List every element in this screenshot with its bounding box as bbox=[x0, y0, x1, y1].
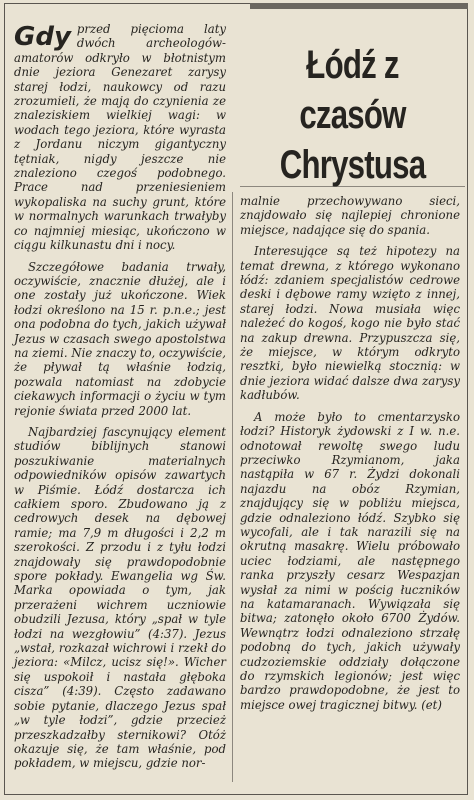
paragraph-1 bbox=[14, 22, 226, 253]
top-rule bbox=[250, 3, 468, 9]
title-line-2: Chrystusa bbox=[279, 143, 426, 187]
column-divider bbox=[232, 192, 233, 782]
paragraph-2: Szczegółowe badania trwały, oczywiście, znacznie dłużej, ale i one zostały już ukończone. Wiek łodzi określono na 15 r. p.n.e.; jest ona podobna do tych, jakich używał Jezus w czasach swego apostolstwa na ziemi. Nie znaczy to, oczywiście, że pływał tą właśnie łodzią, pozwala natomiast na zdobycie ciekawych informacji o życiu w tym rejonie świata przed 2000 lat. bbox=[14, 259, 226, 418]
paragraph-5: Interesujące są też hipotezy na temat drewna, z którego wykonano łódź: zdaniem specjalistów cedrowe deski i dębowe ramy wzięto z innej, starej łodzi. Nowa musiała więc należeć do kogoś, kogo nie było stać na zakup drewna. Przypuszcza się, że miejsce, w którym odkryto resztki, było niewielką stocznią: w dnie jeziora widać dalsze dwa zarysy kadłubów. bbox=[240, 244, 460, 403]
title-box bbox=[240, 18, 465, 187]
paragraph-1-text: przed pięcioma laty dwóch archeologów-amatorów odkryło w błotnistym dnie jeziora Genezaret zarysy starej łodzi, naukowcy od razu zrozumieli, że mają do czynienia ze znaleziskiem wielkiej wagi: w wodach tego jeziora, które wyrasta z Jordanu niczym gigantyczny tętniak, nigdy jeszcze nie znaleziono czegoś podobnego. Prace nad przeniesieniem wykopaliska na suchy grunt, które w normalnych warunkach trwałyby co najmniej miesiąc, ukończono w ciągu kilkunastu dni i nocy. bbox=[14, 22, 226, 253]
article-title bbox=[265, 18, 441, 190]
lead-word: Gdy bbox=[14, 22, 71, 52]
title-line-1: Łódź z czasów bbox=[299, 43, 406, 137]
paragraph-3: Najbardziej fascynujący element studiów biblijnych stanowi poszukiwanie materialnych odpowiedników opisów zawartych w Piśmie. Łódź dostarcza ich całkiem sporo. Zbudowano ją z cedrowych desek na dębowej ramie; ma 7,9 m długości i 2,2 m szerokości. Z przodu i z tyłu łodzi znajdowały się prawdopodobnie spore pokłady. Ewangelia wg Św. Marka opowiada o tym, jak przerażeni wichrem uczniowie obudzili Jezusa, który „spał w tyle łodzi na wezgłowiu” (4:37). Jezus „wstał, rozkazał wichrowi i rzekł do jeziora: «Milcz, ucisz się!». Wicher się uspokoił i nastała głęboka cisza” (4:39). Często zadawano sobie pytanie, dlaczego Jezus spał „w tyle łodzi”, gdzie przecież przeszkadzałby sternikowi? Otóż okazuje się, że tam właśnie, pod pokładem, w miejscu, gdzie nor- bbox=[14, 424, 226, 771]
right-column bbox=[240, 194, 460, 712]
paragraph-4: malnie przechowywano sieci, znajdowało się najlepiej chronione miejsce, nadające się do spania. bbox=[240, 194, 460, 237]
paragraph-6: A może było to cmentarzysko łodzi? Historyk żydowski z I w. n.e. odnotował rewoltę swego ludu przeciwko Rzymianom, jaka nastąpiła w 67 r. Żydzi dokonali najazdu na obóz Rzymian, znajdujący się w pobliżu miejsca, gdzie odnaleziono łódź. Szybko się wycofali, ale i tak narazili się na okrutną masakrę. Wielu próbowało uciec łodziami, ale następnego ranka przyszły cesarz Wespazjan wysłał za nimi w pościg łuczników na katamaranach. Wywiązała się bitwa; zatonęło około 6700 Żydów. Wewnątrz łodzi odnaleziono strzałę podobną do tych, jakich używały cudzoziemskie oddziały dołączone do rzymskich legionów; jest więc bardzo prawdopodobne, że jest to miejsce owej tragicznej bitwy. (et) bbox=[240, 409, 460, 712]
left-column bbox=[14, 22, 226, 771]
